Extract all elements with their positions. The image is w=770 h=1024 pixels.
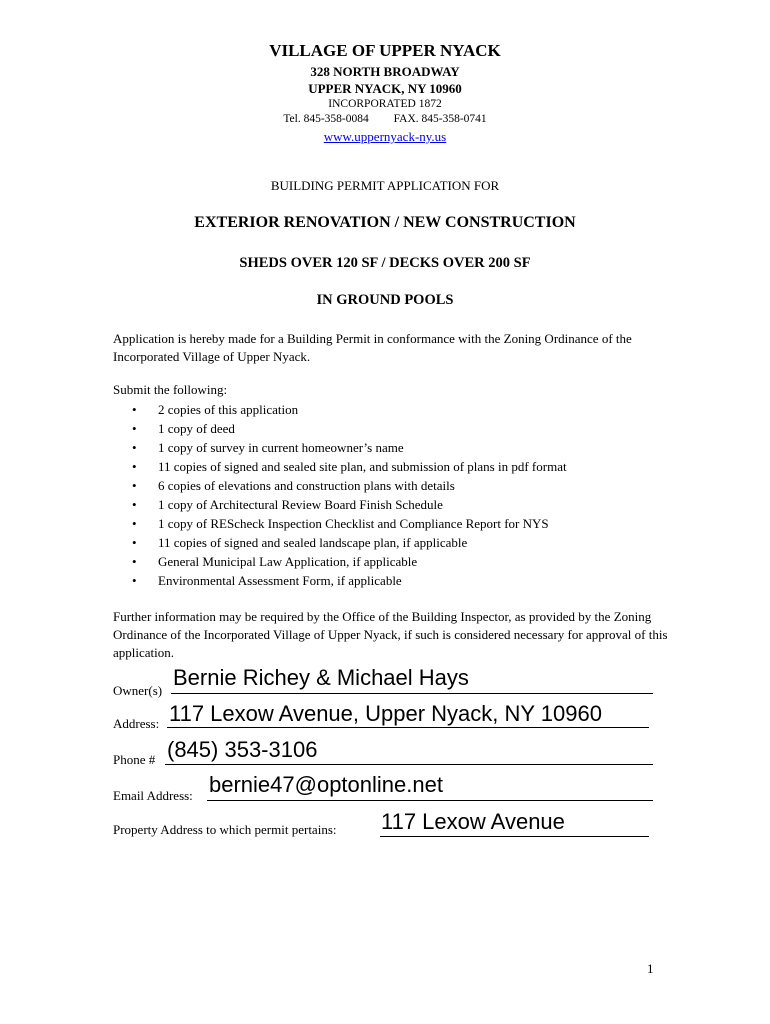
email-label: Email Address: xyxy=(113,788,193,803)
list-item: • Environmental Assessment Form, if applicable xyxy=(132,573,402,588)
list-item: • 6 copies of elevations and construction plans with details xyxy=(132,478,455,493)
heading-exterior-renovation: EXTERIOR RENOVATION / NEW CONSTRUCTION xyxy=(194,214,576,231)
list-item: • 11 copies of signed and sealed landscape plan, if applicable xyxy=(132,535,468,550)
address-input[interactable]: 117 Lexow Avenue, Upper Nyack, NY 10960 xyxy=(169,701,602,726)
list-item: • 1 copy of REScheck Inspection Checklist and Compliance Report for NYS xyxy=(132,516,549,531)
property-address-label: Property Address to which permit pertains: xyxy=(113,822,337,837)
heading-sheds-decks: SHEDS OVER 120 SF / DECKS OVER 200 SF xyxy=(239,255,531,271)
contact-line xyxy=(0,113,770,125)
address-line-2: UPPER NYACK, NY 10960 xyxy=(308,81,462,96)
address-line-1: 328 NORTH BROADWAY xyxy=(310,64,460,79)
list-item: • 1 copy of Architectural Review Board Finish Schedule xyxy=(132,497,443,512)
email-input[interactable]: bernie47@optonline.net xyxy=(209,772,443,797)
bullet-icon: • xyxy=(132,573,137,588)
owner-input[interactable]: Bernie Richey & Michael Hays xyxy=(173,665,469,690)
submit-list xyxy=(113,400,567,590)
heading-pools: IN GROUND POOLS xyxy=(316,292,454,308)
email-line xyxy=(207,800,653,801)
bullet-icon: • xyxy=(132,421,137,436)
owner-line xyxy=(171,693,653,694)
submit-label: Submit the following: xyxy=(113,382,228,397)
address-label: Address: xyxy=(113,716,160,731)
property-address-input[interactable]: 117 Lexow Avenue xyxy=(381,809,565,834)
list-item: • General Municipal Law Application, if applicable xyxy=(132,554,418,569)
list-item: • 1 copy of survey in current homeowner’s name xyxy=(132,440,404,455)
phone-input[interactable]: (845) 353-3106 xyxy=(167,737,318,762)
phone-label: Phone # xyxy=(113,752,156,767)
phone-line xyxy=(165,764,653,765)
bullet-icon: • xyxy=(132,535,137,550)
bullet-icon: • xyxy=(132,402,137,417)
bullet-icon: • xyxy=(132,440,137,455)
website-link[interactable]: www.uppernyack-ny.us xyxy=(323,129,447,144)
intro-paragraph: Application is hereby made for a Building Permit in conformance with the Zoning Ordinance of the Incorporated Village of Upper Nyack. xyxy=(113,331,632,364)
incorporated-text: INCORPORATED 1872 xyxy=(328,98,442,110)
bullet-icon: • xyxy=(132,459,137,474)
bullet-icon: • xyxy=(132,497,137,512)
bullet-icon: • xyxy=(132,478,137,493)
bullet-icon: • xyxy=(132,516,137,531)
owner-label: Owner(s) xyxy=(113,683,163,698)
application-type: BUILDING PERMIT APPLICATION FOR xyxy=(270,178,500,193)
property-address-line xyxy=(380,836,649,837)
list-item: • 1 copy of deed xyxy=(132,421,235,436)
fax: FAX. 845-358-0741 xyxy=(393,113,487,125)
village-name: VILLAGE OF UPPER NYACK xyxy=(269,41,501,60)
page-number: 1 xyxy=(647,961,654,976)
telephone: Tel. 845-358-0084 xyxy=(283,113,369,125)
list-item: • 2 copies of this application xyxy=(132,402,299,417)
address-line xyxy=(167,727,649,728)
list-item: • 11 copies of signed and sealed site plan, and submission of plans in pdf format xyxy=(132,459,567,474)
further-info-paragraph: Further information may be required by the Office of the Building Inspector, as provided by the Zoning Ordinance of the Incorporated Village of Upper Nyack, if such is considered necessary for approval of this application. xyxy=(113,609,668,660)
bullet-icon: • xyxy=(132,554,137,569)
